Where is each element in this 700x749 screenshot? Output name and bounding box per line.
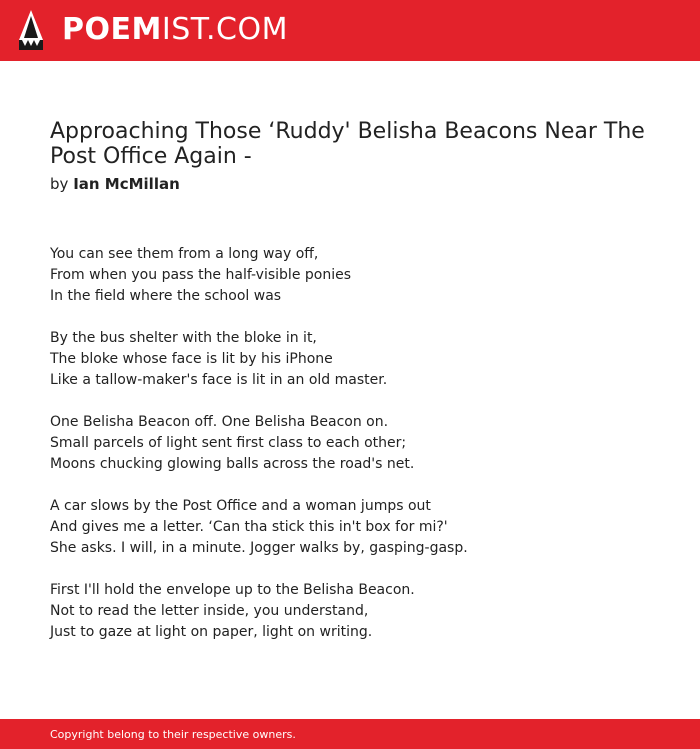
poem-line: First I'll hold the envelope up to the Belisha Beacon. [50, 582, 415, 598]
poem-line: Like a tallow-maker's face is lit in an old master. [50, 372, 388, 388]
stanza [50, 580, 650, 643]
stanza [50, 496, 650, 559]
stanza [50, 244, 650, 307]
poem-title: Approaching Those ‘Ruddy' Belisha Beacons Near The Post Office Again - [50, 119, 645, 169]
site-logo[interactable] [62, 12, 288, 48]
pencil-icon [18, 10, 44, 52]
poem-line: She asks. I will, in a minute. Jogger walks by, gasping-gasp. [50, 540, 468, 556]
poem-line: In the field where the school was [50, 288, 282, 304]
poem-body [50, 244, 650, 664]
site-header [0, 0, 700, 61]
site-footer [0, 719, 700, 749]
stanza [50, 328, 650, 391]
poem-line: From when you pass the half-visible ponies [50, 267, 351, 283]
poem-line: And gives me a letter. ‘Can tha stick this in't box for mi?' [50, 519, 448, 535]
poem-line: Just to gaze at light on paper, light on writing. [50, 624, 373, 640]
copyright-notice: Copyright belong to their respective owners. [50, 728, 296, 741]
poem-line: Not to read the letter inside, you understand, [50, 603, 369, 619]
poem-line: By the bus shelter with the bloke in it, [50, 330, 317, 346]
byline [50, 174, 180, 194]
logo-bold-text: POEM [62, 12, 162, 47]
author-link[interactable]: Ian McMillan [73, 175, 180, 193]
stanza [50, 412, 650, 475]
poem-line: One Belisha Beacon off. One Belisha Beacon on. [50, 414, 389, 430]
logo-light-text: IST.COM [161, 12, 288, 47]
poem-line: Small parcels of light sent first class to each other; [50, 435, 407, 451]
poem-line: Moons chucking glowing balls across the road's net. [50, 456, 415, 472]
by-label: by [50, 175, 69, 193]
poem-line: The bloke whose face is lit by his iPhone [50, 351, 333, 367]
poem-line: A car slows by the Post Office and a woman jumps out [50, 498, 431, 514]
poem-line: You can see them from a long way off, [50, 246, 319, 262]
